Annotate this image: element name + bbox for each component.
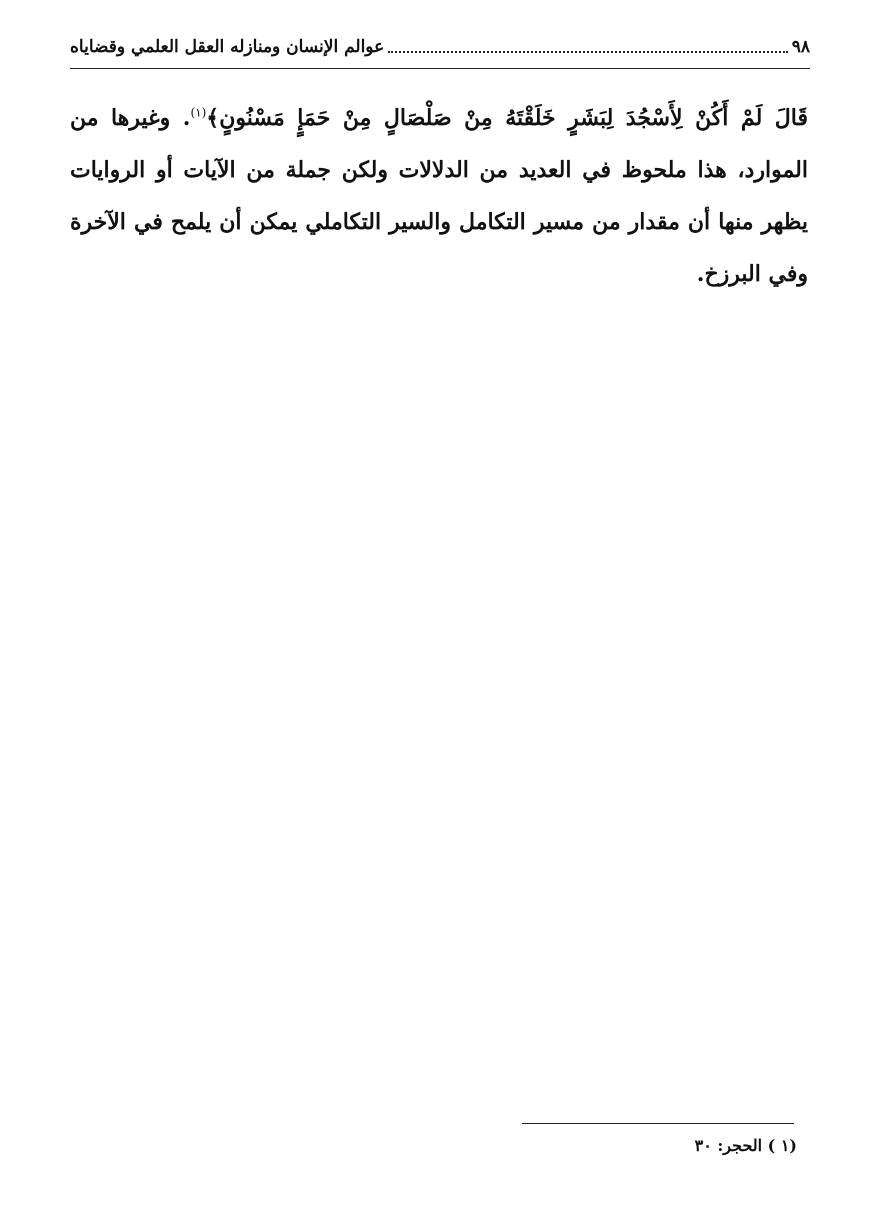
quran-verse: قَالَ لَمْ أَكُنْ لِأَسْجُدَ لِبَشَرٍ خَلَقْتَهُ مِنْ صَلْصَالٍ مِنْ حَمَإٍ مَسْنُونٍ﴾: [206, 105, 808, 131]
footnote-reference: (١): [190, 105, 207, 120]
paragraph-text: . وغيرها من الموارد، هذا ملحوظ في العديد من الدلالات ولكن جملة من الآيات أو الروايات يظهر منها أن مقدار من مسير التكامل والسير التكاملي يمكن أن يلمح في الآخرة وفي البرزخ.: [70, 105, 808, 287]
header-dot-leader: [388, 51, 788, 53]
footnote: (١ ) الحجر: ٣٠: [694, 1136, 797, 1155]
header-rule: [70, 68, 810, 69]
page-number: ٩٨: [791, 37, 810, 57]
footnote-rule: [522, 1123, 794, 1124]
running-header: [70, 30, 810, 64]
book-title: عوالم الإنسان ومنازله العقل العلمي وقضاياه: [70, 37, 385, 57]
body-paragraph: [70, 92, 808, 300]
